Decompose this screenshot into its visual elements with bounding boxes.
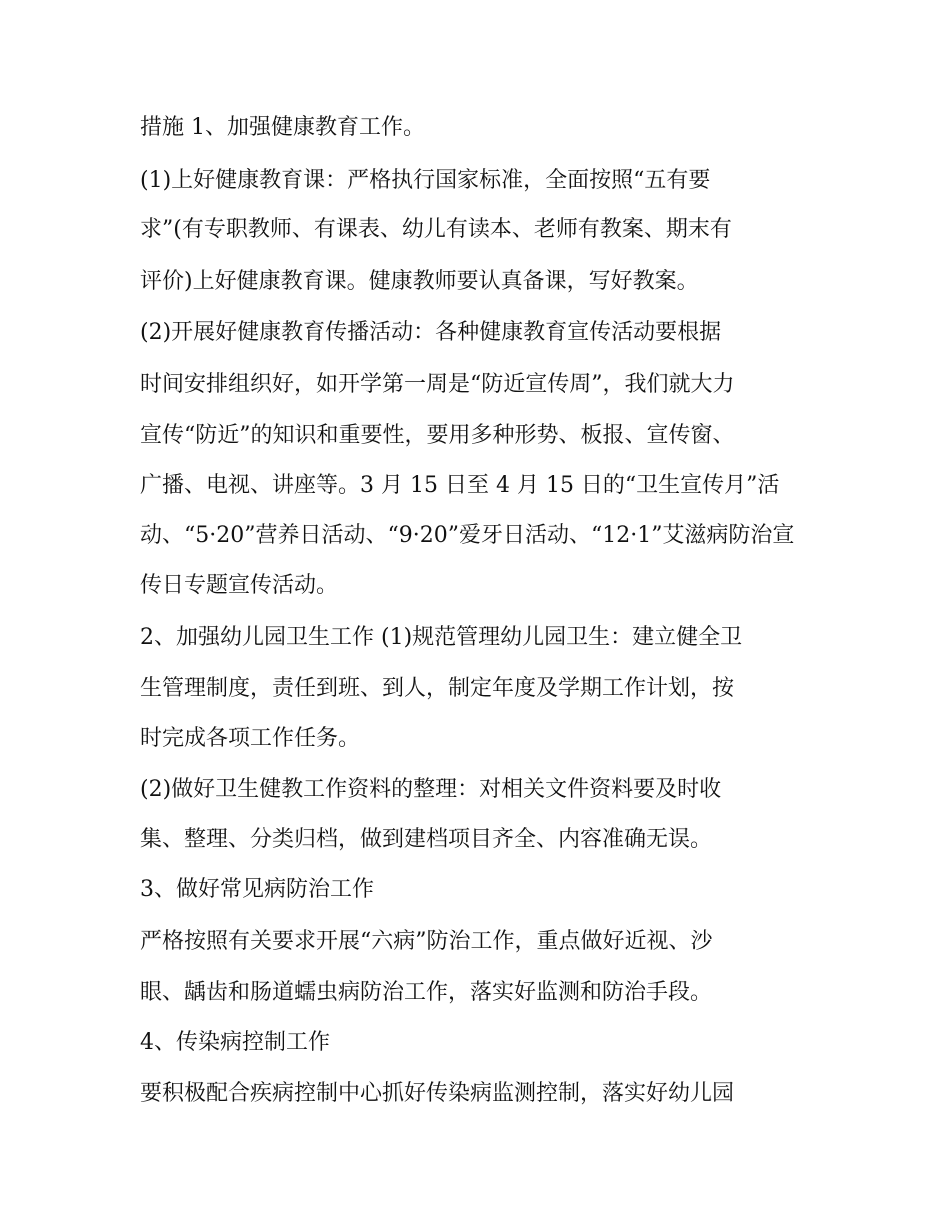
text-line: 2、加强幼儿园卫生工作 (1)规范管理幼儿园卫生：建立健全卫 [140,625,743,650]
text-line: 传日专题宣传活动。 [140,573,339,598]
text-line: 4、传染病控制工作 [140,1030,330,1055]
text-line: 生管理制度，责任到班、到人，制定年度及学期工作计划，按 [140,676,735,701]
text-line: 求”(有专职教师、有课表、幼儿有读本、老师有教案、期末有 [140,217,732,242]
text-line: (2)做好卫生健教工作资料的整理：对相关文件资料要及时收 [140,777,722,802]
text-line: 严格按照有关要求开展“六病”防治工作，重点做好近视、沙 [140,929,713,954]
text-line: 眼、龋齿和肠道蠕虫病防治工作，落实好监测和防治手段。 [140,980,713,1005]
text-line: 集、整理、分类归档，做到建档项目齐全、内容准确无误。 [140,827,713,852]
text-line: (2)开展好健康教育传播活动：各种健康教育宣传活动要根据 [140,320,722,345]
text-line: 时完成各项工作任务。 [140,726,361,751]
text-line: 动、“5·20”营养日活动、“9·20”爱牙日活动、“12·1”艾滋病防治宣 [140,523,795,548]
text-line: 措施 1、加强健康教育工作。 [140,115,425,140]
text-line: (1)上好健康教育课：严格执行国家标准，全面按照“五有要 [140,168,711,193]
text-line: 广播、电视、讲座等。3 月 15 日至 4 月 15 日的“卫生宣传月”活 [140,473,780,498]
text-line: 宣传“防近”的知识和重要性，要用多种形势、板报、宣传窗、 [140,423,735,448]
text-line: 3、做好常见病防治工作 [140,877,374,902]
text-line: 要积极配合疾病控制中心抓好传染病监测控制，落实好幼儿园 [140,1081,735,1106]
text-line: 评价)上好健康教育课。健康教师要认真备课，写好教案。 [140,269,699,294]
text-line: 时间安排组织好，如开学第一周是“防近宣传周”，我们就大力 [140,372,735,397]
